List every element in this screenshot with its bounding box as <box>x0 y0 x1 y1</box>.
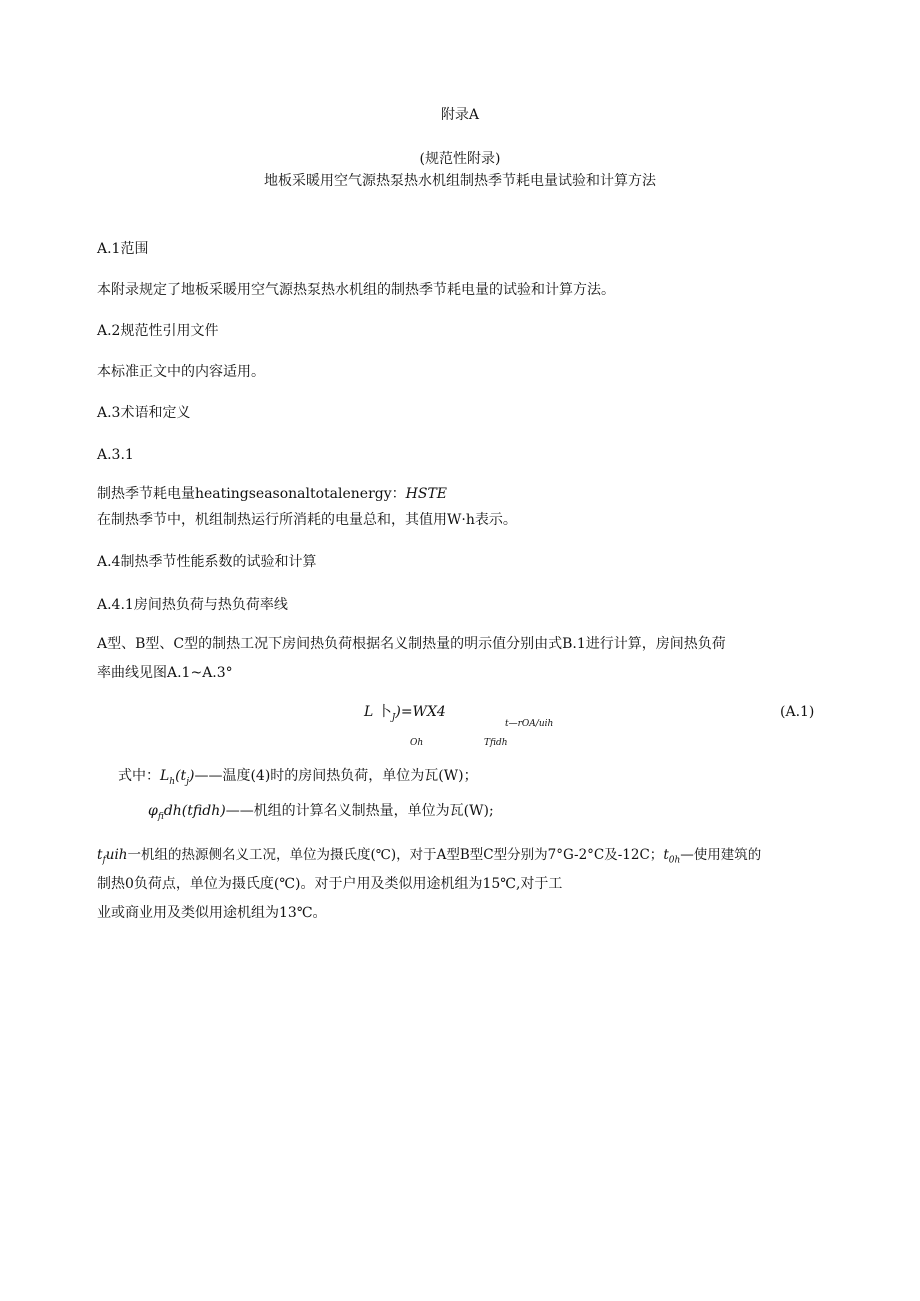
note-text1: 一机组的热源侧名义工况，单位为摄氏度(℃)，对于A型B型C型分别为7°G-2°C及-12C； <box>127 847 664 863</box>
appendix-label: 附录A <box>440 107 480 123</box>
equation-sub: J <box>391 712 396 723</box>
where-item2-sub: fi <box>157 811 164 822</box>
where-item1-symbol: L <box>160 768 170 784</box>
term-definition: 在制热季节中，机组制热运行所消耗的电量总和，其值用W·h表示。 <box>97 512 517 528</box>
section-a3-heading: A.3术语和定义 <box>97 405 191 421</box>
section-a4-heading: A.4制热季节性能系数的试验和计算 <box>97 554 317 570</box>
where-item1-text: ——温度(4)时的房间热负荷，单位为瓦(W)； <box>194 768 478 784</box>
where-item1-sub: h <box>169 776 176 787</box>
term-english: heatingseasonaltotalenergy： <box>195 486 406 502</box>
where-item1-arg: (t <box>175 768 187 784</box>
section-a41-heading: A.4.1房间热负荷与热负荷率线 <box>97 597 288 613</box>
section-a41-text-line1: A型、B型、C型的制热工况下房间热负荷根据名义制热量的明示值分别由式B.1进行计算，房间热负荷 <box>97 636 726 652</box>
section-a41-text-line2: 率曲线见图A.1~A.3° <box>97 665 233 681</box>
note-symbol2-sub: 0h <box>668 855 681 866</box>
where-item2-arg: dh(tfidh) <box>163 803 226 819</box>
note-line3: 业或商业用及类似用途机组为13℃。 <box>97 905 327 921</box>
section-a2-text: 本标准正文中的内容适用。 <box>97 364 265 380</box>
where-item1-close: ) <box>188 768 195 784</box>
note-symbol2: t <box>663 847 669 863</box>
section-a1-text: 本附录规定了地板采暖用空气源热泵热水机组的制热季节耗电量的试验和计算方法。 <box>97 282 615 298</box>
term-chinese: 制热季节耗电量 <box>97 486 195 502</box>
note-line1 <box>97 846 761 867</box>
section-a1-heading: A.1范围 <box>97 241 149 257</box>
where-item2-text: ——机组的计算名义制热量，单位为瓦(W); <box>225 803 494 819</box>
section-a2-heading: A.2规范性引用文件 <box>97 323 219 339</box>
term-abbreviation: HSTE <box>405 486 448 502</box>
equation-lower-left: Oh <box>410 738 424 748</box>
equation-main <box>364 703 446 724</box>
note-text2: —使用建筑的 <box>680 847 762 863</box>
equation-upper-right: t—rOA/uih <box>505 719 554 729</box>
equation-rhs: )=WX4 <box>395 704 446 720</box>
where-label: 式中： <box>118 768 160 784</box>
equation-lhs: L <box>364 704 374 720</box>
where-item1-arg-sub: j <box>186 776 189 787</box>
equation-lower-right: Tfidh <box>484 738 508 748</box>
term-line <box>97 485 447 503</box>
equation-glyph: 卜 <box>377 704 392 720</box>
where-item2-symbol: φ <box>148 803 158 819</box>
normative-label: (规范性附录) <box>419 151 501 167</box>
where-item1 <box>118 767 478 788</box>
equation-number: (A.1) <box>780 704 815 720</box>
note-symbol1: t <box>97 847 103 863</box>
section-a31-heading: A.3.1 <box>97 447 134 463</box>
note-symbol1-sub: f <box>102 855 106 866</box>
note-symbol1-rest: uih <box>105 847 128 863</box>
note-line2: 制热0负荷点，单位为摄氏度(℃)。对于户用及类似用途机组为15℃,对于工 <box>97 876 563 892</box>
appendix-title: 地板采暖用空气源热泵热水机组制热季节耗电量试验和计算方法 <box>264 173 656 189</box>
where-item2 <box>148 802 494 823</box>
